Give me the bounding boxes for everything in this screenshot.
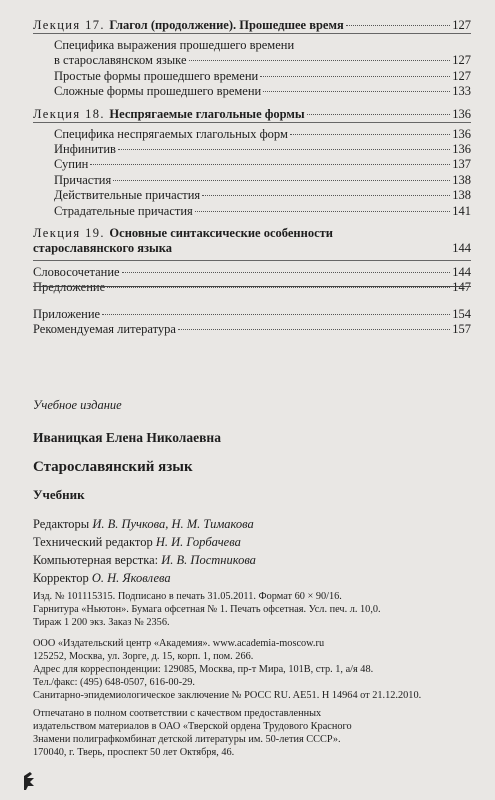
toc-entry-appendix: Приложение 154: [33, 306, 471, 321]
page-number: 157: [452, 322, 471, 337]
toc-lecture-18: [33, 107, 471, 122]
toc-lecture-17: [33, 18, 471, 33]
lecture-number: Лекция 19.: [33, 226, 110, 241]
toc-entry: Инфинитив 136: [54, 142, 471, 157]
lecture-number: Лекция 18.: [33, 106, 110, 121]
toc-entry: Простые формы прошедшего времени 127: [54, 68, 471, 83]
edition-type: Учебное издание: [33, 398, 122, 412]
publisher-logo-icon: [20, 770, 40, 792]
lecture-title-line-2: старославянского языка: [33, 241, 173, 256]
page-number: 154: [452, 306, 471, 321]
page-number: 127: [452, 53, 471, 68]
credit-line: Технический редактор Н. И. Горбачева: [33, 535, 241, 549]
toc-entry: Специфика выражения прошедшего времени: [54, 38, 295, 52]
toc-entry: Специфика неспрягаемых глагольных форм 136: [54, 126, 471, 141]
toc-entry: Сложные формы прошедшего времени 133: [54, 84, 471, 99]
page-number: 138: [452, 172, 471, 187]
lecture-title: Неспрягаемые глагольные формы: [109, 106, 305, 121]
page-number: 136: [452, 142, 471, 157]
page-number: 144: [452, 265, 471, 280]
author-name: Иваницкая Елена Николаевна: [33, 430, 221, 445]
table-of-contents: [33, 18, 471, 338]
book-kind: Учебник: [33, 487, 85, 502]
credit-line: Компьютерная верстка: И. В. Постникова: [33, 553, 256, 567]
toc-entry: Супин 137: [54, 157, 471, 172]
page-number: 136: [452, 106, 471, 121]
toc-lecture-19: [33, 226, 471, 256]
lecture-number: Лекция 17.: [33, 18, 110, 32]
page-number: 144: [452, 241, 471, 256]
toc-entry: Страдательные причастия 141: [54, 203, 471, 218]
page-number: 133: [452, 84, 471, 99]
toc-entry: Предложение 147: [33, 280, 471, 295]
print-details: Изд. № 101115315. Подписано в печать 31.05.2011. Формат 60 × 90/16. Гарнитура «Ньютон». Бумага офсетная № 1. Печать офсетная. Усл. печ. л. 10,0. Тираж 1 200 экз. Заказ № 2356.: [33, 591, 381, 628]
toc-entry: Словосочетание 144: [33, 265, 471, 280]
toc-entry-literature: Рекомендуемая литература 157: [33, 322, 471, 337]
publisher-details: ООО «Издательский центр «Академия». www.academia-moscow.ru 125252, Москва, ул. Зорге, д. 15, корп. 1, пом. 266. Адрес для корреспонденции: 129085, Москва, пр-т Мира, 101В, стр. 1, а/я 48. Тел./факс: (495) 648-0507, 616-00-29. Санитарно-эпидемиологическое заключение № РОСС RU. AE51. Н 14964 от 21.12.2010.: [33, 638, 422, 701]
printer-details: Отпечатано в полном соответствии с качеством предоставленных издательством материалов в ОАО «Тверской ордена Трудового Красного Знамени полиграфкомбинат детской литературы им. 50-летия СССР». 170040, г. Тверь, проспект 50 лет Октября, 46.: [33, 708, 352, 758]
lecture-title-line-1: Основные синтаксические особенности: [109, 226, 333, 241]
book-title: Старославянский язык: [33, 459, 193, 475]
page-number: 138: [452, 188, 471, 203]
toc-entry: в старославянском языке 127: [54, 53, 471, 68]
page-number: 141: [452, 203, 471, 218]
page-number: 147: [452, 280, 471, 295]
lecture-title: Глагол (продолжение). Прошедшее время: [109, 18, 344, 32]
horizontal-rule: [33, 286, 471, 287]
page-number: 136: [452, 126, 471, 141]
page-number: 137: [452, 157, 471, 172]
credits-block: [33, 515, 256, 587]
toc-entry: Действительные причастия 138: [54, 188, 471, 203]
page-number: 127: [452, 68, 471, 83]
toc-entry: Причастия 138: [54, 172, 471, 187]
credit-line: Редакторы И. В. Пучкова, Н. М. Тимакова: [33, 517, 254, 531]
page-number: 127: [452, 18, 471, 32]
credit-line: Корректор О. Н. Яковлева: [33, 571, 171, 585]
